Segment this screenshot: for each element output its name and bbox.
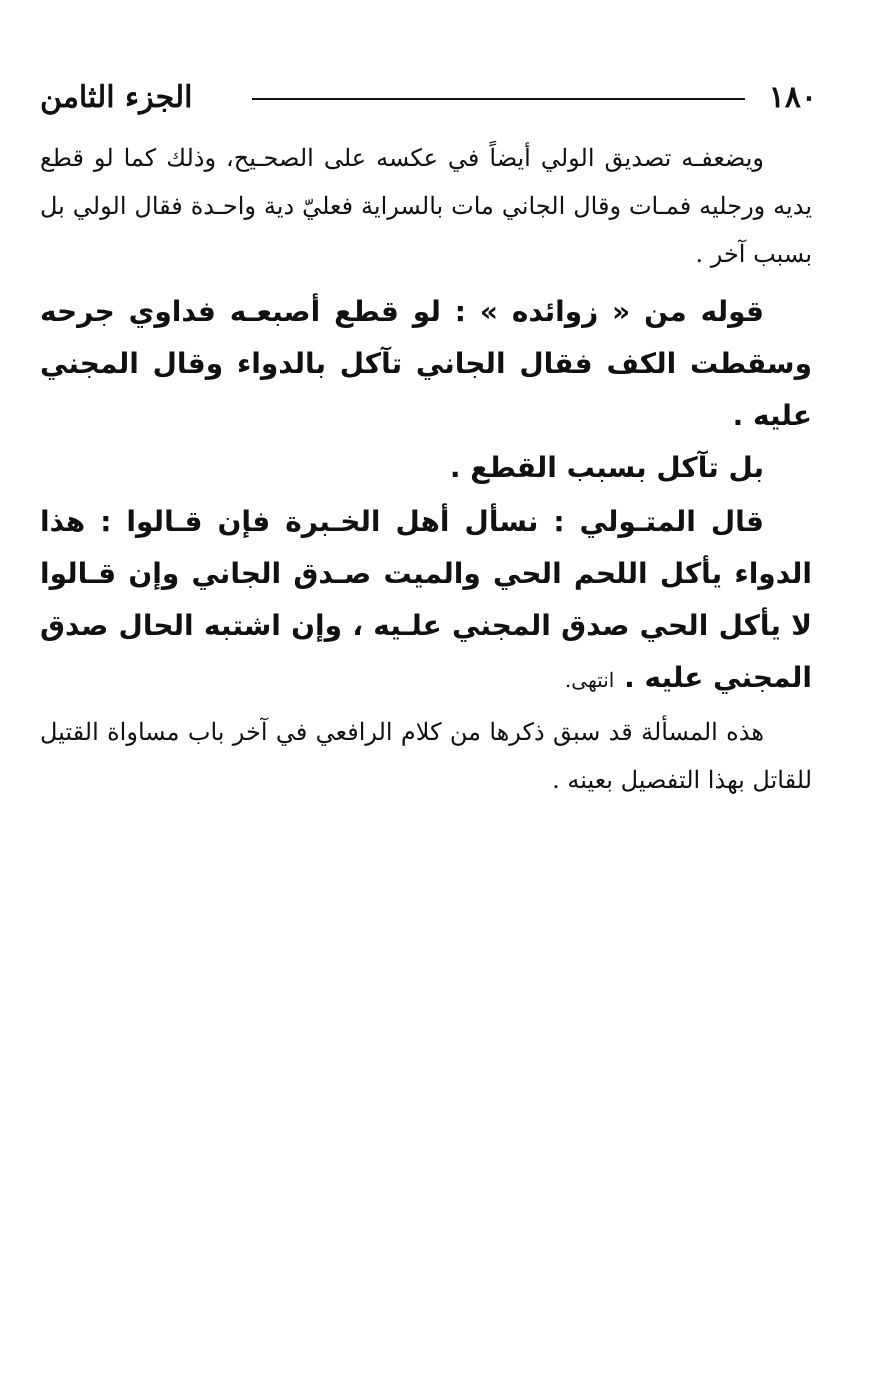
paragraph-1: ويضعفـه تصديق الولي أيضاً في عكسه على الصحـيح، وذلك كما لو قطع يديه ورجليه فمـات وقال الجاني مات بالسراية فعليّ دية واحـدة فقال الولي بل بسبب آخر . xyxy=(40,144,812,268)
paragraph-4 xyxy=(40,496,812,706)
volume-title: الجزء الثامن xyxy=(40,80,193,115)
paragraph-2: قوله من « زوائده » : لو قطع أصبعـه فداوي جرحه وسقطت الكف فقال الجاني تآكل بالدواء وقال المجني عليه . xyxy=(40,295,812,432)
paragraph-3: بل تآكل بسبب القطع . xyxy=(449,451,764,484)
paragraph-5: هذه المسألة قد سبق ذكرها من كلام الرافعي في آخر باب مساواة القتيل للقاتل بهذا التفصيل بعينه . xyxy=(40,718,812,794)
page-body xyxy=(40,134,812,804)
page-header xyxy=(40,76,817,120)
paragraph-4-text: قال المتـولي : نسأل أهل الخـبرة فإن قـالوا : هذا الدواء يأكل اللحم الحي والميت صـدق الجاني وإن قـالوا لا يأكل الحي صدق المجني علـيه ، وإن اشتبه الحال صدق المجني عليه . xyxy=(40,505,812,694)
header-rule xyxy=(252,98,745,100)
end-note: انتهى. xyxy=(564,668,615,692)
page-number: ١٨٠ xyxy=(768,80,817,115)
